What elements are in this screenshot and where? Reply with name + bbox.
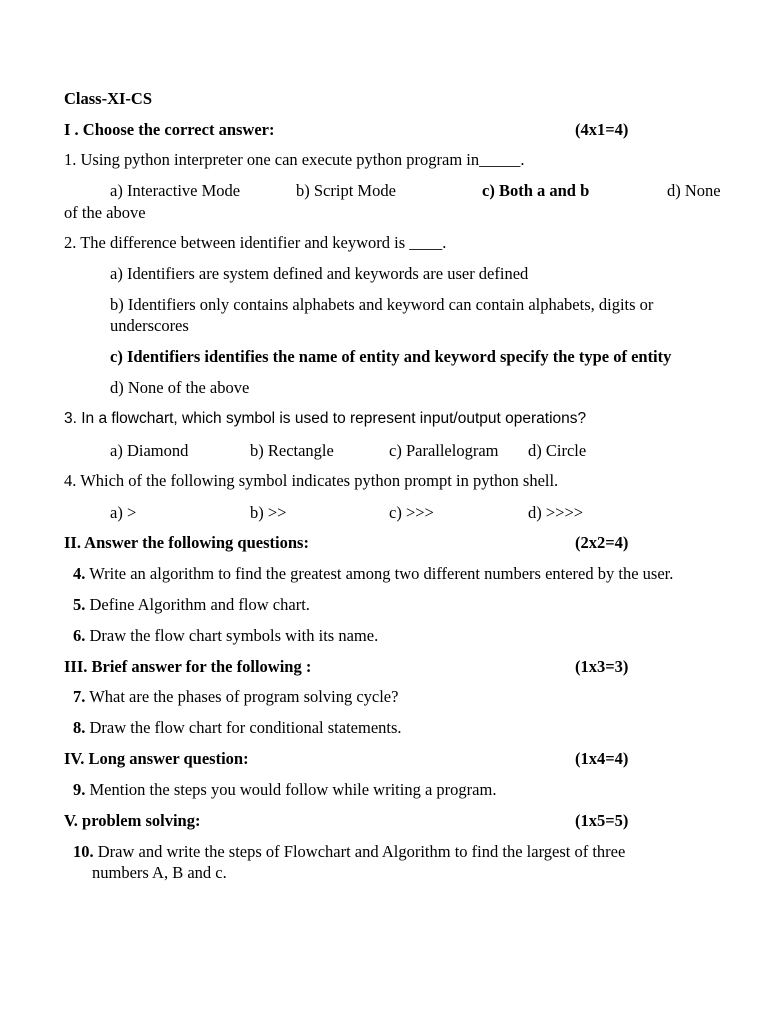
question-4-option-b: b) >> xyxy=(250,503,287,522)
question-3-text: 3. In a flowchart, which symbol is used to represent input/output operations? xyxy=(64,410,587,427)
question-text: Write an algorithm to find the greatest among two different numbers entered by the user. xyxy=(89,564,674,583)
section-4-heading: IV. Long answer question: xyxy=(64,749,249,768)
list-item xyxy=(73,779,496,800)
question-4-option-a: a) > xyxy=(110,503,137,522)
question-text: Mention the steps you would follow while writing a program. xyxy=(89,780,497,799)
section-2-marks: (2x2=4) xyxy=(575,533,629,552)
question-number: 10. xyxy=(73,842,94,861)
question-1-option-a: a) Interactive Mode xyxy=(110,181,241,200)
section-3-heading: III. Brief answer for the following : xyxy=(64,657,312,676)
list-item xyxy=(73,625,378,646)
section-5-marks: (1x5=5) xyxy=(575,811,629,830)
question-1-option-b: b) Script Mode xyxy=(296,181,396,200)
question-number: 6. xyxy=(73,626,86,645)
question-3-option-a: a) Diamond xyxy=(110,441,189,460)
question-2-option-b-line1: b) Identifiers only contains alphabets and keyword can contain alphabets, digits or xyxy=(110,295,654,314)
question-1-option-d-continued: of the above xyxy=(64,203,146,222)
question-number: 9. xyxy=(73,780,86,799)
question-2-option-b-line2: underscores xyxy=(110,316,189,335)
question-text-line1: Draw and write the steps of Flowchart and Algorithm to find the largest of three xyxy=(97,842,626,861)
list-item xyxy=(73,594,310,615)
section-4-marks: (1x4=4) xyxy=(575,749,629,768)
section-5-heading: V. problem solving: xyxy=(64,811,201,830)
question-2-option-d: d) None of the above xyxy=(110,378,250,397)
list-item xyxy=(73,841,625,862)
question-4-option-c: c) >>> xyxy=(389,503,434,522)
question-2-option-c: c) Identifiers identifies the name of entity and keyword specify the type of entity xyxy=(110,347,672,366)
question-number: 4. xyxy=(73,564,86,583)
section-3-marks: (1x3=3) xyxy=(575,657,629,676)
question-3-option-b: b) Rectangle xyxy=(250,441,334,460)
question-1-option-d: d) None xyxy=(667,181,721,200)
list-item xyxy=(73,717,402,738)
question-text: Draw the flow chart for conditional statements. xyxy=(89,718,402,737)
question-3-option-d: d) Circle xyxy=(528,441,587,460)
question-number: 8. xyxy=(73,718,86,737)
question-4-option-d: d) >>>> xyxy=(528,503,584,522)
question-number: 5. xyxy=(73,595,86,614)
question-2-option-a: a) Identifiers are system defined and keywords are user defined xyxy=(110,264,529,283)
question-text: Define Algorithm and flow chart. xyxy=(89,595,310,614)
question-1-text: 1. Using python interpreter one can execute python program in_____. xyxy=(64,150,525,169)
list-item xyxy=(73,686,398,707)
question-3-option-c: c) Parallelogram xyxy=(389,441,499,460)
question-2-text: 2. The difference between identifier and keyword is ____. xyxy=(64,233,447,252)
class-title: Class-XI-CS xyxy=(64,89,153,108)
section-2-heading: II. Answer the following questions: xyxy=(64,533,309,552)
question-text: Draw the flow chart symbols with its name. xyxy=(89,626,379,645)
question-text-line2: numbers A, B and c. xyxy=(92,863,227,882)
section-1-heading: I . Choose the correct answer: xyxy=(64,120,275,139)
question-number: 7. xyxy=(73,687,86,706)
list-item xyxy=(73,563,673,584)
question-text: What are the phases of program solving cycle? xyxy=(89,687,399,706)
section-1-marks: (4x1=4) xyxy=(575,120,629,139)
question-1-option-c: c) Both a and b xyxy=(482,181,590,200)
question-4-text: 4. Which of the following symbol indicates python prompt in python shell. xyxy=(64,471,559,490)
